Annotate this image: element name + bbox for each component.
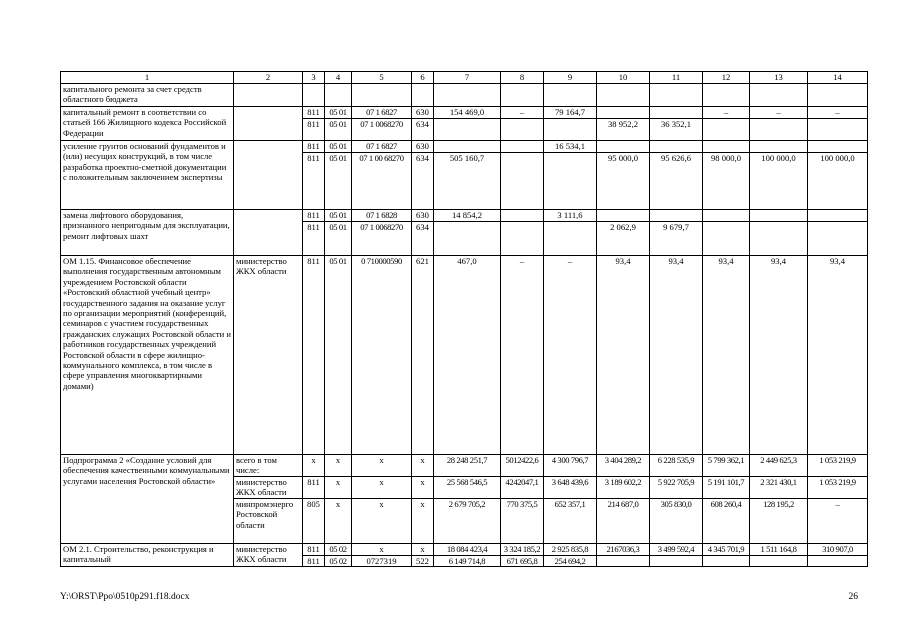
cell-total: 14 854,2 (434, 210, 501, 222)
cell-y2014: 4242047,1 (501, 477, 544, 499)
cell-y2014: 671 695,8 (501, 556, 544, 567)
cell-vr: x (412, 477, 434, 499)
table-row (61, 544, 868, 556)
cell-y2020: – (808, 499, 868, 544)
cell (808, 84, 868, 107)
cell-y2019: 100 000,0 (750, 153, 808, 210)
cell (352, 84, 412, 107)
cell (303, 84, 325, 107)
cell-description: усиление грунтов оснований фундаментов и (или) несущих конструкций, в том числе разработка проектно-сметной документации с положительным заключением экспертизы (61, 141, 234, 210)
cell-y2020 (808, 210, 868, 222)
cell-y2016: 3 189 602,2 (597, 477, 650, 499)
cell (650, 84, 703, 107)
cell-y2016 (597, 556, 650, 567)
cell-y2020: 310 907,0 (808, 544, 868, 556)
cell-y2014 (501, 141, 544, 153)
cell-y2018: 608 260,4 (703, 499, 750, 544)
cell-vr: x (412, 544, 434, 556)
table-row (61, 84, 868, 107)
cell-responsible: министерство ЖКХ области (234, 544, 303, 567)
cell-y2017 (650, 556, 703, 567)
cell-responsible: министерство ЖКХ области (234, 477, 303, 499)
cell-y2014: 3 324 185,2 (501, 544, 544, 556)
cell-total (434, 141, 501, 153)
cell-y2016: 2167036,3 (597, 544, 650, 556)
cell-y2017 (650, 210, 703, 222)
cell-y2019 (750, 556, 808, 567)
header-cell: 13 (750, 72, 808, 84)
cell-vr: 634 (412, 222, 434, 256)
cell-rzpr: x (325, 477, 352, 499)
cell-y2014: – (501, 107, 544, 119)
cell-y2015: 254 694,2 (544, 556, 597, 567)
cell-grbs: x (303, 455, 325, 477)
cell-csr: x (352, 499, 412, 544)
cell-y2020: 93,4 (808, 256, 868, 455)
header-row (61, 72, 868, 84)
header-cell: 7 (434, 72, 501, 84)
cell-y2019: 2 321 430,1 (750, 477, 808, 499)
cell-description: ОМ 2.1. Строительство, реконструкция и капитальный (61, 544, 234, 567)
cell-csr: 07 1 00 68270 (352, 153, 412, 210)
cell-y2018 (703, 222, 750, 256)
cell-y2014 (501, 222, 544, 256)
cell-vr: 634 (412, 153, 434, 210)
table-row (61, 455, 868, 477)
cell-csr: 07 1 6828 (352, 210, 412, 222)
cell-y2018 (703, 210, 750, 222)
cell-grbs: 811 (303, 141, 325, 153)
cell-grbs: 805 (303, 499, 325, 544)
header-cell: 2 (234, 72, 303, 84)
cell-y2015: 2 925 835,8 (544, 544, 597, 556)
cell-y2018 (703, 556, 750, 567)
cell-rzpr: 05 01 (325, 119, 352, 141)
cell-csr: 07 1 0068270 (352, 222, 412, 256)
cell-grbs: 811 (303, 256, 325, 455)
cell-y2018 (703, 119, 750, 141)
cell-y2017 (650, 107, 703, 119)
cell-y2015: 4 300 796,7 (544, 455, 597, 477)
cell-y2015: 16 534,1 (544, 141, 597, 153)
cell-y2016 (597, 210, 650, 222)
cell-y2016: 95 000,0 (597, 153, 650, 210)
cell-y2014 (501, 119, 544, 141)
cell-vr: 634 (412, 119, 434, 141)
cell-y2016: 38 952,2 (597, 119, 650, 141)
cell-rzpr: 05 01 (325, 141, 352, 153)
cell-responsible: минпромэнерго Ростовской области (234, 499, 303, 544)
cell-grbs: 811 (303, 210, 325, 222)
cell-y2014: – (501, 256, 544, 455)
cell-y2019 (750, 222, 808, 256)
cell-y2020: 100 000,0 (808, 153, 868, 210)
cell-y2017: 6 228 535,9 (650, 455, 703, 477)
cell-csr: 07 1 0068270 (352, 119, 412, 141)
cell-vr: x (412, 499, 434, 544)
cell-y2016 (597, 141, 650, 153)
cell-y2015 (544, 222, 597, 256)
cell-vr: 630 (412, 107, 434, 119)
cell-vr: 522 (412, 556, 434, 567)
cell-responsible: всего в том числе: (234, 455, 303, 477)
table-row (61, 256, 868, 455)
cell-total: 6 149 714,8 (434, 556, 501, 567)
cell-responsible (234, 84, 303, 107)
cell (597, 84, 650, 107)
cell-rzpr: 05 01 (325, 210, 352, 222)
cell-grbs: 811 (303, 107, 325, 119)
header-cell: 8 (501, 72, 544, 84)
cell-y2019 (750, 210, 808, 222)
cell-responsible: министерство ЖКХ области (234, 256, 303, 455)
cell-rzpr: 05 01 (325, 256, 352, 455)
cell-rzpr: 05 01 (325, 222, 352, 256)
header-cell: 1 (61, 72, 234, 84)
header-cell: 5 (352, 72, 412, 84)
cell-csr: x (352, 455, 412, 477)
header-cell: 4 (325, 72, 352, 84)
cell-total: 467,0 (434, 256, 501, 455)
cell-total (434, 222, 501, 256)
cell-y2019: 128 195,2 (750, 499, 808, 544)
cell-csr: 0 710000590 (352, 256, 412, 455)
cell-vr: 630 (412, 141, 434, 153)
cell-grbs: 811 (303, 119, 325, 141)
cell-total (434, 119, 501, 141)
cell (501, 84, 544, 107)
page-number: 26 (848, 592, 858, 602)
cell-total: 505 160,7 (434, 153, 501, 210)
cell-y2020 (808, 556, 868, 567)
header-cell: 11 (650, 72, 703, 84)
footer-file-path: Y:\ORST\Ppo\0510p291.f18.docx (60, 592, 190, 602)
cell-y2017: 36 352,1 (650, 119, 703, 141)
cell-y2017: 3 499 592,4 (650, 544, 703, 556)
cell-y2020: 1 053 219,9 (808, 477, 868, 499)
cell-y2019: 1 511 164,8 (750, 544, 808, 556)
cell (544, 84, 597, 107)
cell-grbs: 811 (303, 153, 325, 210)
cell-rzpr: 05 02 (325, 544, 352, 556)
cell-grbs: 811 (303, 477, 325, 499)
cell-y2017: 305 830,0 (650, 499, 703, 544)
cell-description: капитальный ремонт в соответствии со статьей 166 Жилищного кодекса Российской Федерации (61, 107, 234, 141)
cell-responsible (234, 141, 303, 210)
table-row (61, 210, 868, 222)
cell-y2014: 5012422,6 (501, 455, 544, 477)
cell-grbs: 811 (303, 544, 325, 556)
cell-y2018: 5 799 362,1 (703, 455, 750, 477)
cell (750, 84, 808, 107)
cell-y2018: 5 191 101,7 (703, 477, 750, 499)
cell-rzpr: 05 01 (325, 107, 352, 119)
cell-description: ОМ 1.15. Финансовое обеспечение выполнения государственным автономным учреждением Ростовской области «Ростовский областной учебный центр» государственного задания на оказание услуг по организации мероприятий (конференций, семинаров с участием государственных гражданских служащих Ростовской области и работников государственных учреждений Ростовской области в сфере жилищно-коммунального комплекса, в том числе в сфере управления многоквартирными домами) (61, 256, 234, 455)
cell-y2020 (808, 222, 868, 256)
budget-table (60, 71, 868, 567)
cell-grbs: 811 (303, 222, 325, 256)
cell-total: 28 248 251,7 (434, 455, 501, 477)
cell-y2015 (544, 119, 597, 141)
cell-y2017: 9 679,7 (650, 222, 703, 256)
cell-responsible (234, 107, 303, 141)
cell-csr: x (352, 544, 412, 556)
cell-y2017: 5 922 705,9 (650, 477, 703, 499)
cell-responsible (234, 210, 303, 256)
cell-vr: x (412, 455, 434, 477)
cell (434, 84, 501, 107)
cell-y2014 (501, 210, 544, 222)
cell-y2020: 1 053 219,9 (808, 455, 868, 477)
cell-y2018 (703, 141, 750, 153)
header-cell: 14 (808, 72, 868, 84)
cell-y2020 (808, 119, 868, 141)
cell-description: капитального ремонта за счет средств областного бюджета (61, 84, 234, 107)
table-body (61, 72, 868, 567)
cell-rzpr: 05 01 (325, 153, 352, 210)
cell (412, 84, 434, 107)
header-cell: 6 (412, 72, 434, 84)
cell-y2015 (544, 153, 597, 210)
cell-y2018: 4 345 701,9 (703, 544, 750, 556)
cell-y2018: – (703, 107, 750, 119)
cell-y2016: 93,4 (597, 256, 650, 455)
cell-y2015: 652 357,1 (544, 499, 597, 544)
header-cell: 3 (303, 72, 325, 84)
header-cell: 12 (703, 72, 750, 84)
cell-csr: 07 1 6827 (352, 141, 412, 153)
cell-rzpr: 05 02 (325, 556, 352, 567)
cell-total: 154 469,0 (434, 107, 501, 119)
header-cell: 10 (597, 72, 650, 84)
cell-y2014 (501, 153, 544, 210)
cell-y2014: 770 375,5 (501, 499, 544, 544)
cell-csr: 0727319 (352, 556, 412, 567)
cell (325, 84, 352, 107)
cell-vr: 621 (412, 256, 434, 455)
cell-grbs: 811 (303, 556, 325, 567)
cell-y2016: 214 687,0 (597, 499, 650, 544)
cell-y2018: 93,4 (703, 256, 750, 455)
cell-y2019 (750, 119, 808, 141)
cell-y2017 (650, 141, 703, 153)
cell-description: Подпрограмма 2 «Создание условий для обеспечения качественными коммунальными услугами населения Ростовской области» (61, 455, 234, 544)
cell-y2016: 2 062,9 (597, 222, 650, 256)
cell-total: 2 679 705,2 (434, 499, 501, 544)
cell-y2015: – (544, 256, 597, 455)
cell-y2019: 93,4 (750, 256, 808, 455)
cell-y2019 (750, 141, 808, 153)
cell-y2017: 93,4 (650, 256, 703, 455)
cell-csr: x (352, 477, 412, 499)
cell-y2020: – (808, 107, 868, 119)
cell-y2015: 3 648 439,6 (544, 477, 597, 499)
cell-y2018: 98 000,0 (703, 153, 750, 210)
cell-total: 18 084 423,4 (434, 544, 501, 556)
cell-csr: 07 1 6827 (352, 107, 412, 119)
cell-y2019: 2 449 625,3 (750, 455, 808, 477)
table-row (61, 141, 868, 153)
cell-y2019: – (750, 107, 808, 119)
header-cell: 9 (544, 72, 597, 84)
cell-y2016: 3 404 289,2 (597, 455, 650, 477)
cell-y2015: 3 111,6 (544, 210, 597, 222)
table-row (61, 107, 868, 119)
cell-y2020 (808, 141, 868, 153)
cell-y2015: 79 164,7 (544, 107, 597, 119)
cell-total: 25 568 546,5 (434, 477, 501, 499)
cell-rzpr: x (325, 499, 352, 544)
cell-y2017: 95 626,6 (650, 153, 703, 210)
cell-y2016 (597, 107, 650, 119)
cell-rzpr: x (325, 455, 352, 477)
cell-description: замена лифтового оборудования, признанного непригодным для эксплуатации, ремонт лифтовых шахт (61, 210, 234, 256)
cell-vr: 630 (412, 210, 434, 222)
cell (703, 84, 750, 107)
